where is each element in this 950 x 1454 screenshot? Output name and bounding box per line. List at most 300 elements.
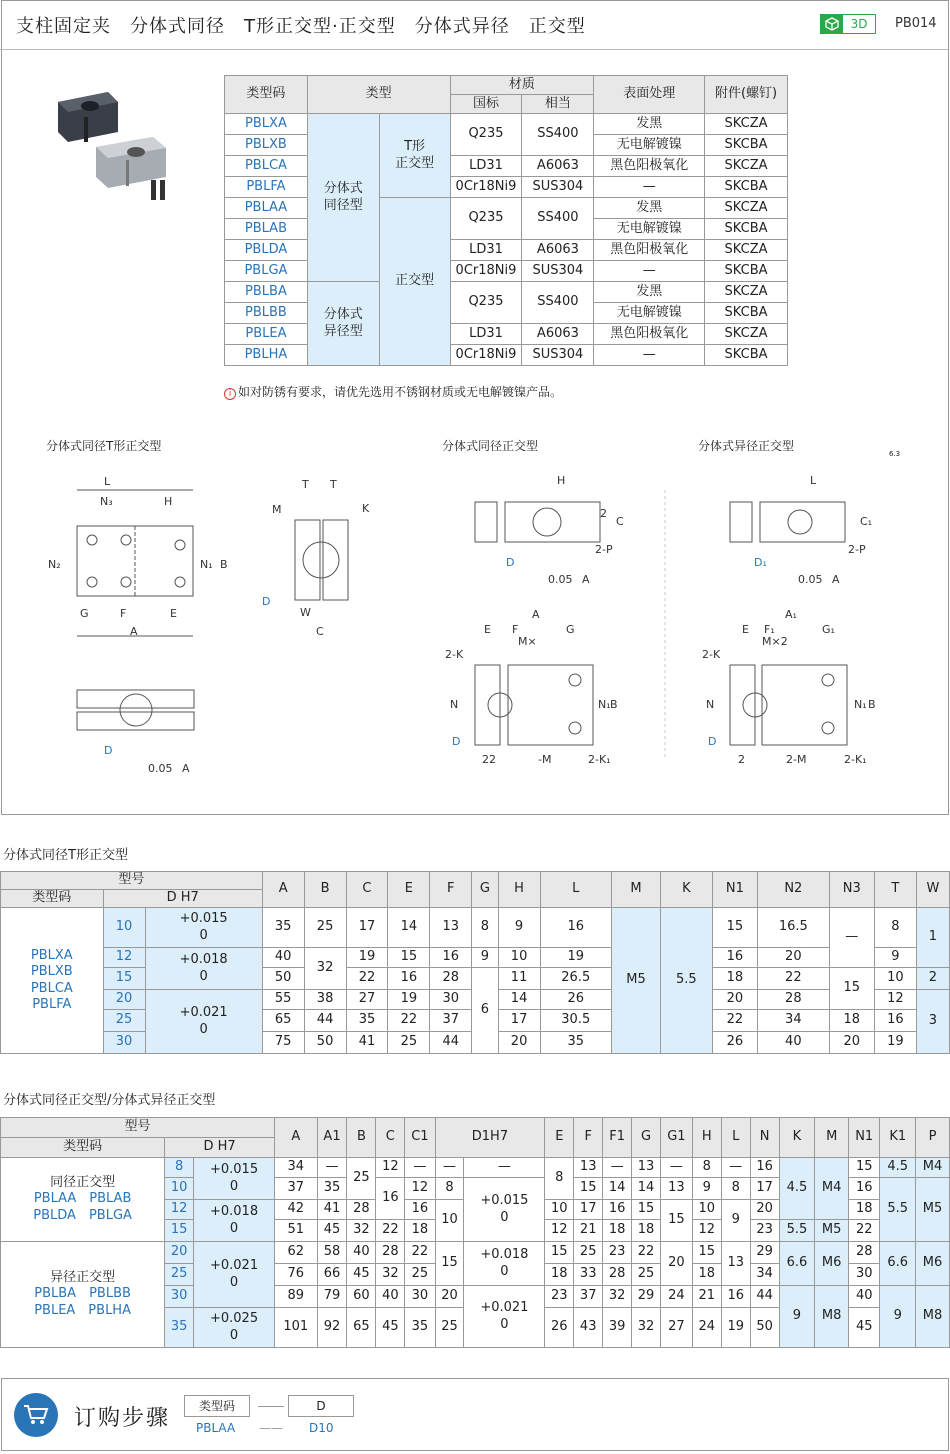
- svg-text:H: H: [557, 474, 566, 487]
- svg-text:B: B: [610, 698, 618, 711]
- D1tol: +0.018 0: [464, 1242, 545, 1286]
- eq: SS400: [522, 282, 594, 324]
- h-col: L: [721, 1118, 750, 1158]
- N1: 45: [849, 1308, 880, 1348]
- group-diff: 异径正交型 PBLBA PBLBB PBLEA PBLHA: [1, 1242, 165, 1348]
- C: 22: [376, 1220, 405, 1242]
- svg-text:0.05: 0.05: [798, 573, 823, 586]
- type-code: PBLAB: [225, 219, 308, 240]
- C: 16: [376, 1178, 405, 1220]
- surface: 无电解镀镍: [594, 303, 705, 324]
- A: 34: [275, 1158, 318, 1178]
- L: 30.5: [540, 1010, 612, 1032]
- gb: Q235: [450, 198, 522, 240]
- K1: 5.5: [880, 1178, 916, 1242]
- G: 13: [632, 1158, 661, 1178]
- d-value: 15: [165, 1220, 194, 1242]
- h-col: B: [347, 1118, 376, 1158]
- H: 9: [692, 1178, 721, 1200]
- A1: 79: [317, 1286, 347, 1308]
- H: 8: [692, 1158, 721, 1178]
- col-material: 材质: [450, 76, 594, 95]
- cube-icon: [821, 15, 843, 33]
- H: 17: [498, 1010, 540, 1032]
- L: —: [721, 1158, 750, 1178]
- svg-text:2: 2: [600, 507, 607, 520]
- A1: 92: [317, 1308, 347, 1348]
- G: 32: [632, 1308, 661, 1348]
- C1: 18: [405, 1220, 435, 1242]
- svg-text:D: D: [708, 735, 717, 748]
- svg-text:A: A: [182, 762, 190, 775]
- N: 17: [750, 1178, 779, 1200]
- H: 18: [692, 1264, 721, 1286]
- svg-text:E: E: [170, 607, 177, 620]
- h-col: K1: [880, 1118, 916, 1158]
- type-code: PBLAA: [225, 198, 308, 219]
- E: 22: [388, 1010, 430, 1032]
- C: 41: [346, 1032, 388, 1054]
- C1: 16: [405, 1200, 435, 1220]
- order-code-value: PBLAA: [196, 1421, 236, 1435]
- h-col: E: [388, 872, 430, 908]
- svg-text:2-P: 2-P: [595, 543, 613, 556]
- drawing-label-1: 分体式同径T形正交型: [46, 439, 162, 453]
- A1: 58: [317, 1242, 347, 1264]
- A: 62: [275, 1242, 318, 1264]
- group-diff: 分体式 异径型: [307, 282, 379, 366]
- T: 12: [874, 990, 916, 1010]
- h-col: A: [262, 872, 304, 908]
- H: 14: [498, 990, 540, 1010]
- svg-text:A: A: [832, 573, 840, 586]
- D1: 8: [435, 1178, 464, 1200]
- h-col: K: [779, 1118, 815, 1158]
- d-value: 10: [103, 908, 145, 948]
- accessory: SKCZA: [705, 282, 788, 303]
- type-code: PBLGA: [225, 261, 308, 282]
- E: 14: [388, 908, 430, 948]
- N: 34: [750, 1264, 779, 1286]
- C1: 30: [405, 1286, 435, 1308]
- h-col: F: [574, 1118, 603, 1158]
- h-code: 类型码: [1, 1138, 165, 1158]
- B: 25: [347, 1158, 376, 1200]
- svg-text:D: D: [506, 556, 515, 569]
- h-col: N: [750, 1118, 779, 1158]
- d-value: 30: [165, 1286, 194, 1308]
- h-col: C: [376, 1118, 405, 1158]
- H: 20: [498, 1032, 540, 1054]
- C: 32: [376, 1264, 405, 1286]
- H: 21: [692, 1286, 721, 1308]
- D1: 10: [435, 1200, 464, 1242]
- gb: 0Cr18Ni9: [450, 177, 522, 198]
- K1: 9: [880, 1286, 916, 1348]
- type-code: PBLEA: [225, 324, 308, 345]
- 3d-label: 3D: [850, 17, 868, 31]
- N: 20: [750, 1200, 779, 1220]
- h-col: N1: [712, 872, 757, 908]
- h-col: D1H7: [435, 1118, 545, 1158]
- h-col: G: [632, 1118, 661, 1158]
- svg-text:D: D: [104, 744, 113, 757]
- C: 28: [376, 1242, 405, 1264]
- A1: 66: [317, 1264, 347, 1286]
- spec-table: [224, 75, 788, 366]
- C1: 25: [405, 1264, 435, 1286]
- d-value: 20: [103, 990, 145, 1010]
- F1: 32: [603, 1286, 632, 1308]
- col-eq: 相当: [522, 95, 594, 114]
- tol: +0.021 0: [145, 990, 262, 1054]
- K1: 6.6: [880, 1242, 916, 1286]
- svg-text:A: A: [582, 573, 590, 586]
- F: 30: [430, 990, 472, 1010]
- B: 32: [347, 1220, 376, 1242]
- C: 17: [346, 908, 388, 948]
- A1: 35: [317, 1178, 347, 1200]
- N2: 16.5: [758, 908, 830, 948]
- G1: —: [660, 1158, 692, 1178]
- C1: 22: [405, 1242, 435, 1264]
- eq: SS400: [522, 198, 594, 240]
- d-value: 15: [103, 968, 145, 990]
- A: 89: [275, 1286, 318, 1308]
- F1: —: [603, 1158, 632, 1178]
- note: [224, 383, 562, 400]
- gb: 0Cr18Ni9: [450, 261, 522, 282]
- B: 40: [347, 1242, 376, 1264]
- tol: +0.021 0: [194, 1242, 275, 1308]
- surface: 发黑: [594, 198, 705, 219]
- svg-text:0.05: 0.05: [548, 573, 573, 586]
- C: 22: [346, 968, 388, 990]
- type-t: T形 正交型: [379, 114, 450, 198]
- type-orth: 正交型: [379, 198, 450, 366]
- surface: 无电解镀镍: [594, 219, 705, 240]
- E: 15: [545, 1242, 574, 1264]
- A: 37: [275, 1178, 318, 1200]
- svg-text:E: E: [742, 623, 749, 636]
- accessory: SKCZA: [705, 324, 788, 345]
- gb: LD31: [450, 324, 522, 345]
- svg-text:N₁: N₁: [598, 698, 611, 711]
- type-code: PBLFA: [225, 177, 308, 198]
- table1-title: 分体式同径T形正交型: [3, 848, 128, 863]
- surface: 发黑: [594, 114, 705, 135]
- h-col: C: [346, 872, 388, 908]
- G1: 27: [660, 1308, 692, 1348]
- C: 40: [376, 1286, 405, 1308]
- svg-text:B: B: [220, 558, 228, 571]
- order-steps: [1, 1378, 949, 1451]
- h-col: H: [498, 872, 540, 908]
- N1: 22: [849, 1220, 880, 1242]
- svg-text:N₂: N₂: [48, 558, 61, 571]
- A: 76: [275, 1264, 318, 1286]
- svg-text:B: B: [868, 698, 876, 711]
- K: 4.5: [779, 1158, 815, 1220]
- F1: 39: [603, 1308, 632, 1348]
- svg-text:2-K: 2-K: [702, 648, 721, 661]
- A: 65: [262, 1010, 304, 1032]
- A: 75: [262, 1032, 304, 1054]
- T: 10: [874, 968, 916, 990]
- h-d: D H7: [165, 1138, 275, 1158]
- D1: 20: [435, 1286, 464, 1308]
- type-code: PBLXA: [225, 114, 308, 135]
- G: 29: [632, 1286, 661, 1308]
- h-model: 型号: [1, 872, 263, 890]
- col-gb: 国标: [450, 95, 522, 114]
- svg-text:N: N: [450, 698, 459, 711]
- svg-text:-M: -M: [538, 753, 552, 766]
- N1: 15: [849, 1158, 880, 1178]
- K: 5.5: [660, 908, 712, 1054]
- h-col: M: [815, 1118, 849, 1158]
- tol: +0.025 0: [194, 1308, 275, 1348]
- surface: 无电解镀镍: [594, 135, 705, 156]
- svg-text:2: 2: [738, 753, 745, 766]
- D1tol: —: [464, 1158, 545, 1178]
- M: M5: [612, 908, 661, 1054]
- svg-text:N₃: N₃: [100, 495, 113, 508]
- h-col: P: [916, 1118, 950, 1158]
- N3: 15: [829, 968, 874, 1010]
- h-col: W: [916, 872, 949, 908]
- h-col: G: [472, 872, 498, 908]
- svg-text:2-K₁: 2-K₁: [844, 753, 867, 766]
- N2: 34: [758, 1010, 830, 1032]
- svg-text:T: T: [302, 478, 309, 491]
- dim-table-ortho: [0, 1117, 950, 1348]
- product-code: PB014: [895, 16, 937, 31]
- type-code: PBLHA: [225, 345, 308, 366]
- G1: 24: [660, 1286, 692, 1308]
- C: 27: [346, 990, 388, 1010]
- svg-text:N: N: [706, 698, 715, 711]
- N: 23: [750, 1220, 779, 1242]
- h-col: L: [540, 872, 612, 908]
- h-col: N3: [829, 872, 874, 908]
- h-col: K: [660, 872, 712, 908]
- B: 38: [304, 990, 346, 1010]
- N1: 16: [849, 1178, 880, 1200]
- svg-text:N₁: N₁: [200, 558, 213, 571]
- drawing-label-2: 分体式同径正交型: [442, 439, 539, 453]
- K1: 4.5: [880, 1158, 916, 1178]
- E: 23: [545, 1286, 574, 1308]
- P: M8: [916, 1286, 950, 1348]
- h-model: 型号: [1, 1118, 275, 1138]
- K: 6.6: [779, 1242, 815, 1286]
- A1: 45: [317, 1220, 347, 1242]
- surface: —: [594, 261, 705, 282]
- accessory: SKCBA: [705, 345, 788, 366]
- B: 25: [304, 908, 346, 948]
- F: 37: [574, 1286, 603, 1308]
- header: [0, 0, 948, 50]
- type-code: PBLXB: [225, 135, 308, 156]
- svg-text:H: H: [164, 495, 173, 508]
- N1: 18: [712, 968, 757, 990]
- eq: A6063: [522, 156, 594, 177]
- G: 14: [632, 1178, 661, 1200]
- type-code: PBLCA: [225, 156, 308, 177]
- C1: —: [405, 1158, 435, 1178]
- svg-text:N₁: N₁: [854, 698, 867, 711]
- G1: 13: [660, 1178, 692, 1200]
- G1: 20: [660, 1242, 692, 1286]
- N: 44: [750, 1286, 779, 1308]
- note-text: 如对防锈有要求，请优先选用不锈钢材质或无电解镀镍产品。: [238, 385, 563, 399]
- gb: 0Cr18Ni9: [450, 345, 522, 366]
- eq: SUS304: [522, 177, 594, 198]
- d-value: 20: [165, 1242, 194, 1264]
- surface: —: [594, 345, 705, 366]
- N1: 40: [849, 1286, 880, 1308]
- h-col: B: [304, 872, 346, 908]
- F1: 16: [603, 1200, 632, 1220]
- order-d-box: D: [288, 1395, 354, 1417]
- E: 16: [388, 968, 430, 990]
- D1: —: [435, 1158, 464, 1178]
- H: 11: [498, 968, 540, 990]
- A1: 41: [317, 1200, 347, 1220]
- d-value: 10: [165, 1178, 194, 1200]
- W: 2: [916, 968, 949, 990]
- eq: A6063: [522, 240, 594, 261]
- svg-text:22: 22: [482, 753, 496, 766]
- F: 43: [574, 1308, 603, 1348]
- A: 42: [275, 1200, 318, 1220]
- L: 13: [721, 1242, 750, 1286]
- N2: 20: [758, 948, 830, 968]
- F1: 28: [603, 1264, 632, 1286]
- N: 29: [750, 1242, 779, 1264]
- svg-text:T: T: [330, 478, 337, 491]
- surface: 黑色阳极氧化: [594, 324, 705, 345]
- accessory: SKCBA: [705, 303, 788, 324]
- N: 50: [750, 1308, 779, 1348]
- accessory: SKCBA: [705, 135, 788, 156]
- h-col: F1: [603, 1118, 632, 1158]
- tol: +0.015 0: [194, 1158, 275, 1200]
- svg-text:D: D: [262, 595, 271, 608]
- F: 33: [574, 1264, 603, 1286]
- F: 17: [574, 1200, 603, 1220]
- svg-text:M: M: [272, 503, 282, 516]
- 3d-button[interactable]: [820, 14, 876, 34]
- F: 28: [430, 968, 472, 990]
- gb: LD31: [450, 156, 522, 177]
- L: 16: [721, 1286, 750, 1308]
- A: 51: [275, 1220, 318, 1242]
- col-code: 类型码: [225, 76, 308, 114]
- svg-text:C: C: [316, 625, 324, 638]
- type-code: PBLDA: [225, 240, 308, 261]
- E: 15: [388, 948, 430, 968]
- svg-text:L: L: [810, 474, 817, 487]
- P: M6: [916, 1242, 950, 1286]
- surface: 黑色阳极氧化: [594, 240, 705, 261]
- F: 25: [574, 1242, 603, 1264]
- L: 16: [540, 908, 612, 948]
- d-value: 12: [103, 948, 145, 968]
- h-col: T: [874, 872, 916, 908]
- product-photo: [48, 82, 188, 207]
- svg-text:A: A: [532, 608, 540, 621]
- svg-text:F: F: [512, 623, 519, 636]
- svg-text:D: D: [452, 735, 461, 748]
- h-col: H: [692, 1118, 721, 1158]
- P: M4: [916, 1158, 950, 1178]
- N1: 20: [712, 990, 757, 1010]
- M: M8: [815, 1286, 849, 1348]
- col-surface: 表面处理: [594, 76, 705, 114]
- E: 10: [545, 1200, 574, 1220]
- order-d-value: D10: [309, 1421, 334, 1435]
- surface: 黑色阳极氧化: [594, 156, 705, 177]
- W: 1: [916, 908, 949, 968]
- G1: 15: [660, 1200, 692, 1242]
- accessory: SKCBA: [705, 177, 788, 198]
- T: 8: [874, 908, 916, 948]
- H: 10: [498, 948, 540, 968]
- G: 18: [632, 1220, 661, 1242]
- B: 28: [347, 1200, 376, 1220]
- svg-text:F: F: [120, 607, 127, 620]
- svg-text:M×2: M×2: [762, 635, 788, 648]
- tol: +0.018 0: [194, 1200, 275, 1242]
- drawing-orthogonal: [440, 470, 920, 780]
- drawing-t-type: [40, 470, 400, 780]
- drawing-label-3: 分体式异径正交型: [698, 439, 795, 453]
- A: 50: [262, 968, 304, 990]
- A1: —: [317, 1158, 347, 1178]
- svg-text:2-K: 2-K: [445, 648, 464, 661]
- D1: 25: [435, 1308, 464, 1348]
- F1: 23: [603, 1242, 632, 1264]
- d-value: 30: [103, 1032, 145, 1054]
- N1: 15: [712, 908, 757, 948]
- C1: 35: [405, 1308, 435, 1348]
- N3: 20: [829, 1032, 874, 1054]
- L: 9: [721, 1200, 750, 1242]
- N1: 22: [712, 1010, 757, 1032]
- C: 19: [346, 948, 388, 968]
- order-code-box: 类型码: [184, 1395, 250, 1417]
- order-separator: ——: [259, 1421, 283, 1435]
- h-code: 类型码: [1, 890, 104, 908]
- F: 44: [430, 1032, 472, 1054]
- tol: +0.015 0: [145, 908, 262, 948]
- C: 12: [376, 1158, 405, 1178]
- K: 9: [779, 1286, 815, 1348]
- surface: —: [594, 177, 705, 198]
- D1tol: +0.015 0: [464, 1178, 545, 1242]
- accessory: SKCZA: [705, 114, 788, 135]
- svg-text:G: G: [566, 623, 575, 636]
- d-value: 25: [103, 1010, 145, 1032]
- M: M5: [815, 1220, 849, 1242]
- A: 55: [262, 990, 304, 1010]
- E: 25: [388, 1032, 430, 1054]
- h-col: M: [612, 872, 661, 908]
- N1: 16: [712, 948, 757, 968]
- svg-text:A: A: [130, 625, 138, 638]
